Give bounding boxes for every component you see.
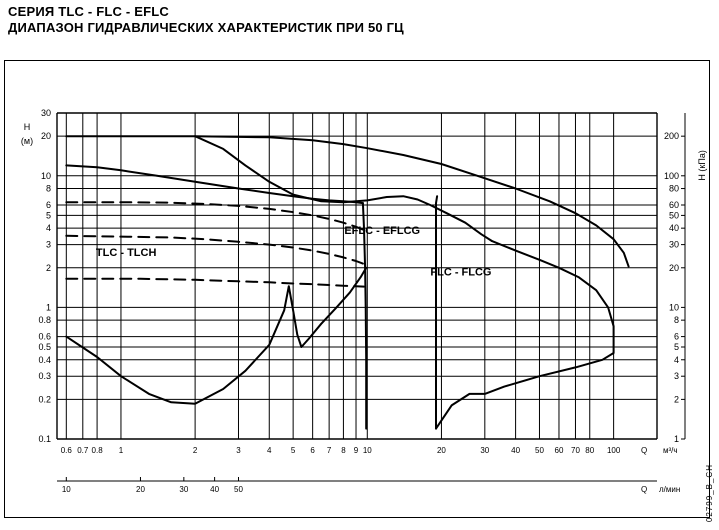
svg-text:40: 40: [668, 223, 679, 234]
svg-text:30: 30: [668, 239, 679, 250]
svg-text:10: 10: [668, 302, 679, 313]
svg-text:0.3: 0.3: [38, 371, 51, 382]
svg-text:6: 6: [673, 331, 679, 342]
svg-text:100: 100: [606, 446, 621, 455]
svg-text:60: 60: [668, 199, 679, 210]
svg-text:6: 6: [310, 446, 315, 455]
svg-text:100: 100: [663, 170, 679, 181]
svg-text:0.6: 0.6: [38, 331, 51, 342]
svg-text:80: 80: [668, 183, 679, 194]
svg-text:0.1: 0.1: [38, 434, 51, 444]
svg-text:10: 10: [61, 485, 71, 494]
svg-text:20: 20: [436, 446, 446, 455]
svg-text:70: 70: [571, 446, 580, 455]
svg-text:0.8: 0.8: [91, 446, 103, 455]
chart-frame: [4, 60, 710, 518]
svg-text:EFLC - EFLCG: EFLC - EFLCG: [344, 225, 421, 238]
svg-text:TLC - TLCH: TLC - TLCH: [95, 247, 157, 260]
svg-text:0.2: 0.2: [38, 394, 51, 405]
svg-text:20: 20: [668, 262, 679, 273]
svg-text:2: 2: [192, 446, 198, 455]
svg-text:Q: Q: [641, 485, 648, 494]
svg-text:0.7: 0.7: [77, 446, 89, 455]
svg-text:50: 50: [668, 210, 679, 221]
svg-text:H: H: [23, 122, 31, 133]
svg-text:3: 3: [673, 371, 679, 382]
svg-text:7: 7: [326, 446, 332, 455]
svg-text:Q: Q: [641, 446, 648, 455]
svg-text:л/мин: л/мин: [659, 485, 681, 494]
svg-text:5: 5: [290, 446, 296, 455]
svg-text:0.4: 0.4: [38, 354, 51, 365]
svg-text:0.5: 0.5: [38, 342, 51, 353]
svg-text:1: 1: [45, 302, 51, 313]
svg-text:30: 30: [480, 446, 490, 455]
svg-text:8: 8: [45, 183, 51, 194]
svg-text:40: 40: [210, 485, 220, 494]
svg-text:м³/ч: м³/ч: [663, 446, 678, 455]
svg-text:8: 8: [673, 315, 679, 326]
document-code: 02799_B_CH: [705, 463, 714, 522]
svg-text:10: 10: [40, 170, 51, 181]
svg-text:1: 1: [673, 434, 679, 444]
svg-text:3: 3: [236, 446, 241, 455]
svg-text:9: 9: [353, 446, 359, 455]
svg-text:40: 40: [511, 446, 521, 455]
svg-text:80: 80: [585, 446, 595, 455]
svg-text:4: 4: [673, 354, 679, 365]
svg-text:3: 3: [45, 239, 51, 250]
svg-text:6: 6: [45, 199, 51, 210]
svg-text:5: 5: [45, 210, 51, 221]
svg-text:8: 8: [341, 446, 346, 455]
svg-text:4: 4: [267, 446, 272, 455]
svg-text:1: 1: [118, 446, 124, 455]
svg-text:10: 10: [362, 446, 372, 455]
svg-text:30: 30: [40, 108, 51, 118]
svg-text:50: 50: [535, 446, 544, 455]
svg-text:20: 20: [40, 131, 51, 142]
svg-text:30: 30: [179, 485, 189, 494]
svg-text:2: 2: [673, 394, 679, 405]
svg-text:200: 200: [663, 131, 679, 142]
svg-text:5: 5: [673, 342, 679, 353]
performance-range-chart: [5, 61, 711, 519]
svg-text:H (кПа): H (кПа): [697, 150, 707, 181]
svg-text:2: 2: [45, 262, 51, 273]
title-subtitle: ДИАПАЗОН ГИДРАВЛИЧЕСКИХ ХАРАКТЕРИСТИК ПРИ 50 ГЦ: [8, 20, 404, 35]
page-title: [8, 4, 708, 36]
svg-text:(м): (м): [20, 136, 34, 147]
svg-text:FLC - FLCG: FLC - FLCG: [430, 266, 492, 279]
svg-text:0.6: 0.6: [60, 446, 72, 455]
svg-text:50: 50: [234, 485, 243, 494]
svg-text:20: 20: [136, 485, 145, 494]
svg-text:0.8: 0.8: [38, 315, 51, 326]
svg-text:60: 60: [554, 446, 564, 455]
svg-text:4: 4: [45, 223, 51, 234]
title-series: СЕРИЯ TLC - FLC - EFLC: [8, 4, 170, 19]
